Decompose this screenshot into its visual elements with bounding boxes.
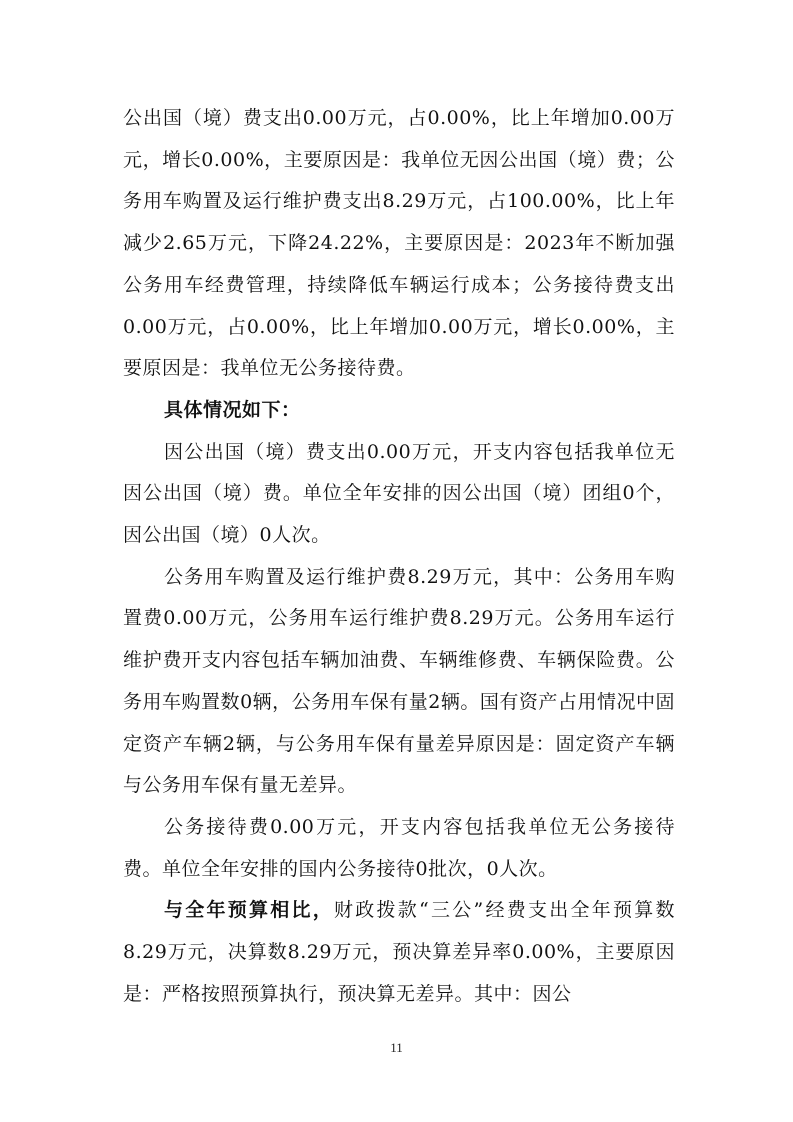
section-heading: 具体情况如下： — [164, 398, 301, 421]
document-body — [123, 98, 675, 1015]
budget-comparison-lead: 与全年预算相比， — [164, 899, 335, 922]
paragraph-overseas-travel: 因公出国（境）费支出0.00万元，开支内容包括我单位无因公出国（境）费。单位全年安排的因公出国（境）团组0个，因公出国（境）0人次。 — [123, 440, 675, 547]
paragraph-expense-summary: 公出国（境）费支出0.00万元，占0.00%，比上年增加0.00万元，增长0.00%，主要原因是：我单位无因公出国（境）费；公务用车购置及运行维护费支出8.29万元，占100.00%，比上年减少2.65万元，下降24.22%，主要原因是：2023年不断加强公务用车经费管理，持续降低车辆运行成本；公务接待费支出0.00万元，占0.00%，比上年增加0.00万元，增长0.00%，主要原因是：我单位无公务接待费。 — [123, 107, 675, 380]
budget-comparison-text: 财政拨款“三公”经费支出全年预算数8.29万元，决算数8.29万元，预决算差异率0.00%，主要原因是：严格按照预算执行，预决算无差异。其中：因公 — [123, 899, 675, 1005]
paragraph-budget-comparison — [123, 890, 675, 1015]
paragraph-official-reception: 公务接待费0.00万元，开支内容包括我单位无公务接待费。单位全年安排的国内公务接待0批次，0人次。 — [123, 815, 675, 880]
paragraph-official-vehicles: 公务用车购置及运行维护费8.29万元，其中：公务用车购置费0.00万元，公务用车运行维护费8.29万元。公务用车运行维护费开支内容包括车辆加油费、车辆维修费、车辆保险费。公务用车购置数0辆，公务用车保有量2辆。国有资产占用情况中固定资产车辆2辆，与公务用车保有量差异原因是：固定资产车辆与公务用车保有量无差异。 — [123, 565, 675, 797]
page-number: 11 — [390, 1040, 403, 1055]
